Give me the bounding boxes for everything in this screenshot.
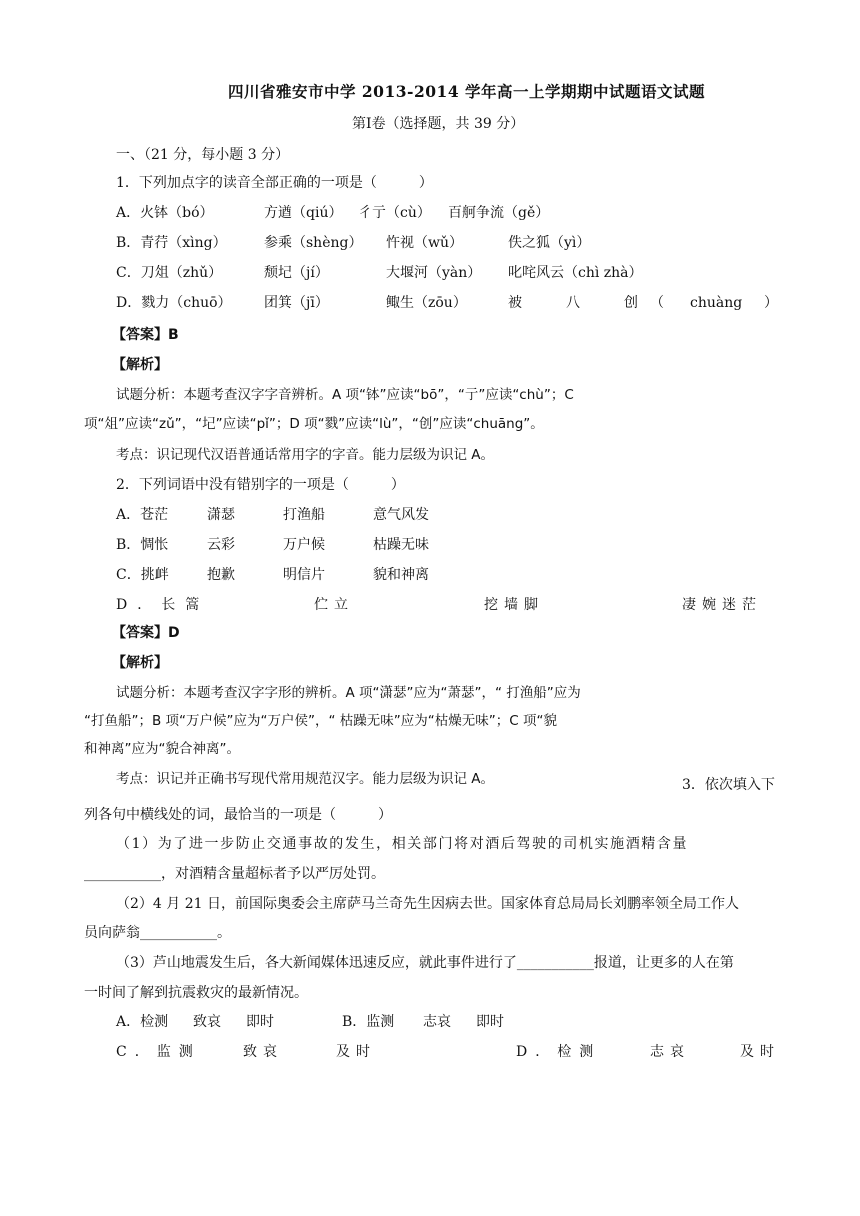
q2-option-d-item3: 挖墙脚 xyxy=(484,597,544,613)
q2-option-a-item4: 意气风发 xyxy=(373,507,429,523)
q2-point: 考点：识记并正确书写现代常用规范汉字。能力层级为识记 A。 xyxy=(116,771,495,787)
q3-option-b-item3: 即时 xyxy=(476,1014,504,1030)
q1-option-a-item2: 方遒（qiú） xyxy=(264,205,343,221)
q2-stem: 2．下列词语中没有错别字的一项是（ ） xyxy=(116,477,405,493)
q1-analysis-line1: 试题分析：本题考查汉字字音辨析。A 项“钵”应读“bō”，“亍”应读“chù”；C xyxy=(116,387,574,403)
q3-option-c-item2: 致哀 xyxy=(243,1044,283,1060)
q1-option-d-item4a: 被 xyxy=(508,295,522,311)
q3-option-d-item3: 及时 xyxy=(740,1044,780,1060)
q1-point: 考点：识记现代汉语普通话常用字的字音。能力层级为识记 A。 xyxy=(116,447,495,463)
q1-option-d-item4e: chuàng xyxy=(690,295,743,311)
q2-answer: 【答案】D xyxy=(112,625,180,641)
q1-answer: 【答案】B xyxy=(112,327,179,343)
q2-option-a: A．苍茫 xyxy=(116,507,169,523)
q1-option-d-item4d: （ xyxy=(650,295,664,311)
q3-option-d-item2: 志哀 xyxy=(650,1044,690,1060)
q1-option-c-item4: 叱咤风云（chì zhà） xyxy=(508,265,643,281)
q3-sentence2-line2: 员向萨翁___________。 xyxy=(84,925,231,941)
q1-option-c-item3: 大堰河（yàn） xyxy=(386,265,482,281)
q3-sentence1-line2: ___________，对酒精含量超标者予以严厉处罚。 xyxy=(84,866,385,882)
q3-option-a-item3: 即时 xyxy=(246,1014,274,1030)
q1-option-b-item3: 忤视（wǔ） xyxy=(386,235,463,251)
q3-stem: 列各句中横线处的词，最恰当的一项是（ ） xyxy=(84,807,392,823)
q2-option-b: B．惆怅 xyxy=(116,537,169,553)
q3-option-c: C．监测 xyxy=(116,1044,201,1060)
q2-analysis-label: 【解析】 xyxy=(112,655,168,671)
q3-option-a-item2: 致哀 xyxy=(193,1014,221,1030)
q1-option-a: A．火钵（bó） xyxy=(116,205,214,221)
q2-option-c-item3: 明信片 xyxy=(283,567,325,583)
q2-option-a-item3: 打渔船 xyxy=(283,507,325,523)
q1-option-d-item4f: ） xyxy=(764,295,778,311)
q1-option-a-item4: 百舸争流（gě） xyxy=(448,205,550,221)
q2-option-c-item2: 抱歉 xyxy=(207,567,235,583)
q3-option-b: B．监测 xyxy=(342,1014,395,1030)
q1-analysis-line2: 项“俎”应读“zǔ”，“圮”应读“pǐ”；D 项“戮”应读“lù”，“创”应读“chuāng”。 xyxy=(84,416,544,432)
q1-option-b-item4: 佚之狐（yì） xyxy=(508,235,591,251)
q2-option-d: D．长篙 xyxy=(116,597,210,613)
q2-analysis-line3: 和神离”应为“貌合神离”。 xyxy=(84,741,240,757)
q3-sentence3-line2: 一时间了解到抗震救灾的最新情况。 xyxy=(84,985,308,1001)
q2-option-c: C．挑衅 xyxy=(116,567,169,583)
q1-option-b: B．青荇（xìng） xyxy=(116,235,227,251)
q2-option-d-item2: 伫立 xyxy=(314,597,354,613)
q2-option-b-item3: 万户候 xyxy=(283,537,325,553)
q1-option-d: D．戮力（chuō） xyxy=(116,295,232,311)
q3-option-c-item3: 及时 xyxy=(336,1044,376,1060)
q1-option-d-item4b: 八 xyxy=(566,295,580,311)
q1-option-a-item3: 彳亍（cù） xyxy=(358,205,431,221)
q2-option-a-item2: 潇瑟 xyxy=(207,507,235,523)
q2-option-c-item4: 貌和神离 xyxy=(373,567,429,583)
q3-option-d: D．检测 xyxy=(516,1044,602,1060)
q3-sentence3-line1: （3）芦山地震发生后，各大新闻媒体迅速反应，就此事件进行了___________报道，让更多的人在第 xyxy=(116,955,734,971)
q1-analysis-label: 【解析】 xyxy=(112,357,168,373)
q3-option-b-item2: 志哀 xyxy=(423,1014,451,1030)
q1-option-d-item2: 团箕（jī） xyxy=(264,295,329,311)
q2-option-d-item4: 凄婉迷茫 xyxy=(682,597,762,613)
q2-analysis-line1: 试题分析：本题考查汉字字形的辨析。A 项“潇瑟”应为“萧瑟”，“ 打渔船”应为 xyxy=(116,685,581,701)
q1-option-b-item2: 参乘（shèng） xyxy=(264,235,363,251)
q2-option-b-item4: 枯躁无味 xyxy=(373,537,429,553)
q1-option-d-item4c: 创 xyxy=(624,295,638,311)
q1-option-c-item2: 颓圮（jí） xyxy=(264,265,329,281)
q2-analysis-line2: “打鱼船”；B 项“万户候”应为“万户侯”，“ 枯躁无味”应为“枯燥无味”；C 项“貌 xyxy=(84,713,557,729)
q3-option-a: A．检测 xyxy=(116,1014,169,1030)
part-one-heading: 一、（21 分，每小题 3 分） xyxy=(116,147,290,163)
q3-sentence1-line1: （1）为了进一步防止交通事故的发生，相关部门将对酒后驾驶的司机实施酒精含量 xyxy=(116,836,689,852)
section-heading: 第Ⅰ卷（选择题，共 39 分） xyxy=(352,116,525,132)
document-title: 四川省雅安市中学 2013-2014 学年高一上学期期中试题语文试题 xyxy=(228,82,706,101)
q1-stem: 1．下列加点字的读音全部正确的一项是（ ） xyxy=(116,175,433,191)
q1-option-d-item3: 鲰生（zōu） xyxy=(386,295,467,311)
q3-sentence2-line1: （2）4 月 21 日，前国际奥委会主席萨马兰奇先生因病去世。国家体育总局局长刘鹏率领全局工作人 xyxy=(116,896,739,912)
q1-option-c: C．刀俎（zhǔ） xyxy=(116,265,223,281)
q3-stem-start: 3．依次填入下 xyxy=(682,777,775,793)
q2-option-b-item2: 云彩 xyxy=(207,537,235,553)
